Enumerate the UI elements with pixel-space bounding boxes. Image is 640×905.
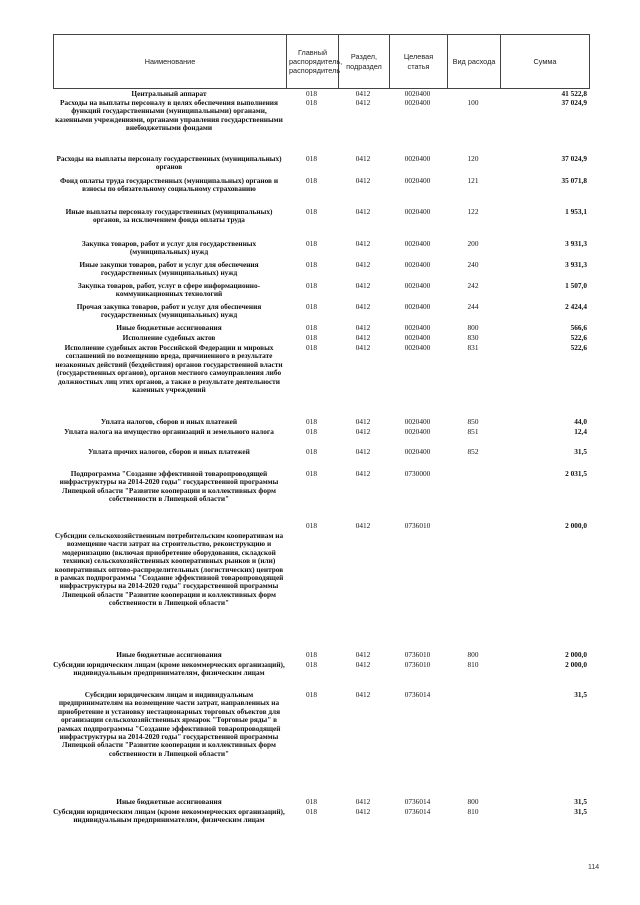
- row-target: 0020400: [404, 417, 431, 426]
- row-name: Исполнение судебных актов Российской Федерации и мировых соглашений по возмещению вреда, причиненного в результате незаконных действий (бездействия) органов государственной власти (государственных органов), органов местного самоуправления либо должностных лиц этих органов, а также в результате деятельности казенных учреждений: [55, 343, 283, 395]
- row-section: 0412: [355, 333, 371, 342]
- row-name: Расходы на выплаты персоналу в целях обеспечения выполнения функций государственными (муниципальными) органами, казенными учреждениями, органами управления государственными внебюджетными фондами: [55, 98, 283, 133]
- row-name: Иные бюджетные ассигнования: [116, 797, 222, 806]
- row-section: 0412: [355, 343, 371, 352]
- row-section: 0412: [355, 650, 371, 659]
- row-admin: 018: [306, 333, 317, 342]
- row-admin: 018: [306, 807, 317, 816]
- row-target: 0020400: [404, 154, 431, 163]
- row-admin: 018: [306, 89, 317, 98]
- row-expense: 850: [467, 417, 479, 426]
- row-target: 0020400: [404, 89, 431, 98]
- row-target: 0736014: [404, 690, 431, 699]
- row-sum: 522,6: [570, 343, 587, 352]
- row-target: 0020400: [404, 447, 431, 456]
- row-expense: 800: [467, 650, 479, 659]
- row-section: 0412: [355, 417, 371, 426]
- row-admin: 018: [306, 660, 317, 669]
- row-expense: 120: [467, 154, 479, 163]
- row-admin: 018: [306, 260, 317, 269]
- row-sum: 2 424,4: [565, 302, 587, 311]
- row-admin: 018: [306, 343, 317, 352]
- row-target: 0736014: [404, 797, 431, 806]
- row-target: 0736010: [404, 650, 431, 659]
- row-sum: 2 031,5: [565, 469, 587, 478]
- row-section: 0412: [355, 797, 371, 806]
- row-name: Закупка товаров, работ и услуг для государственных (муниципальных) нужд: [81, 239, 257, 257]
- row-expense: 100: [467, 98, 479, 107]
- row-section: 0412: [355, 207, 371, 216]
- row-target: 0736010: [404, 660, 431, 669]
- row-sum: 2 000,0: [565, 521, 587, 530]
- row-admin: 018: [306, 690, 317, 699]
- row-sum: 1 953,1: [565, 207, 587, 216]
- row-name: Фонд оплаты труда государственных (муниципальных) органов и взносы по обязательному социальному страхованию: [59, 176, 279, 194]
- row-section: 0412: [355, 323, 371, 332]
- row-expense: 200: [467, 239, 479, 248]
- row-expense: 831: [467, 343, 479, 352]
- row-expense: 810: [467, 807, 479, 816]
- row-sum: 35 071,8: [561, 176, 587, 185]
- row-sum: 31,5: [574, 797, 587, 806]
- row-expense: 830: [467, 333, 479, 342]
- row-sum: 2 000,0: [565, 660, 587, 669]
- row-admin: 018: [306, 207, 317, 216]
- row-admin: 018: [306, 417, 317, 426]
- header-target: Целевая статья: [390, 35, 448, 89]
- row-section: 0412: [355, 98, 371, 107]
- row-admin: 018: [306, 176, 317, 185]
- row-expense: 810: [467, 660, 479, 669]
- row-admin: 018: [306, 302, 317, 311]
- row-admin: 018: [306, 98, 317, 107]
- row-sum: 566,6: [570, 323, 587, 332]
- row-name: Субсидии юридическим лицам (кроме некоммерческих организаций), индивидуальным предпринимателям, физическим лицам: [53, 807, 285, 825]
- row-expense: 240: [467, 260, 479, 269]
- row-name: Расходы на выплаты персоналу государственных (муниципальных) органов: [56, 154, 282, 172]
- row-admin: 018: [306, 650, 317, 659]
- row-sum: 522,6: [570, 333, 587, 342]
- row-name: Иные закупки товаров, работ и услуг для обеспечения государственных (муниципальных) нужд: [79, 260, 259, 278]
- row-expense: 852: [467, 447, 479, 456]
- row-section: 0412: [355, 154, 371, 163]
- row-target: 0730000: [404, 469, 431, 478]
- row-admin: 018: [306, 281, 317, 290]
- row-admin: 018: [306, 447, 317, 456]
- row-name: Субсидии юридическим лицам и индивидуальным предпринимателям на возмещение части затрат, направленных на приобретение и установку нестационарных торговых объектов для организации сельскохозяйственных ярмарок "Торговые ряды" в рамках подпрограммы "Создание эффективной товаропроводящей инфраструктуры на 2014-2020 годы" государственной программы Липецкой области "Развитие кооперации и коллективных форм собственности в Липецкой области": [57, 690, 281, 758]
- row-target: 0736014: [404, 807, 431, 816]
- row-name: Субсидии сельскохозяйственным потребительским кооперативам на возмещение части затрат на строительство, реконструкцию и модернизацию (включая приобретение оборудования, складской техники) сельскохозяйственных кооперативных рынков и (или) кооперативных оптово-распределительных (логистических) центров в рамках подпрограммы "Создание эффективной товаропроводящей инфраструктуры на 2014-2020 годы" государственной программы Липецкой области "Развитие кооперации и коллективных форм собственности в Липецкой области": [54, 531, 284, 608]
- header-sum: Сумма: [501, 35, 590, 89]
- row-name: Уплата налогов, сборов и иных платежей: [100, 417, 238, 426]
- row-expense: 121: [467, 176, 479, 185]
- row-target: 0020400: [404, 281, 431, 290]
- row-expense: 851: [467, 427, 479, 436]
- row-section: 0412: [355, 281, 371, 290]
- row-name: Иные бюджетные ассигнования: [116, 323, 222, 332]
- row-admin: 018: [306, 469, 317, 478]
- row-sum: 31,5: [574, 690, 587, 699]
- row-target: 0020400: [404, 176, 431, 185]
- row-section: 0412: [355, 302, 371, 311]
- row-sum: 37 024,9: [561, 154, 587, 163]
- row-target: 0020400: [404, 260, 431, 269]
- row-section: 0412: [355, 469, 371, 478]
- row-name: Уплата прочих налогов, сборов и иных платежей: [88, 447, 250, 456]
- page-number: 114: [588, 864, 600, 871]
- row-admin: 018: [306, 154, 317, 163]
- row-sum: 31,5: [574, 447, 587, 456]
- row-expense: 800: [467, 323, 479, 332]
- row-sum: 1 507,0: [565, 281, 587, 290]
- row-section: 0412: [355, 427, 371, 436]
- row-sum: 12,4: [574, 427, 587, 436]
- row-target: 0020400: [404, 343, 431, 352]
- row-section: 0412: [355, 807, 371, 816]
- header-admin: Главный распорядитель, распорядитель: [287, 35, 339, 89]
- row-section: 0412: [355, 660, 371, 669]
- row-expense: 244: [467, 302, 479, 311]
- row-target: 0020400: [404, 239, 431, 248]
- row-sum: 3 931,3: [565, 260, 587, 269]
- row-sum: 2 000,0: [565, 650, 587, 659]
- header-expense: Вид расхода: [448, 35, 501, 89]
- row-name: Подпрограмма "Создание эффективной товаропроводящей инфраструктуры на 2014-2020 годы" государственной программы Липецкой области "Развитие кооперации и коллективных форм собственности в Липецкой области": [59, 469, 279, 504]
- row-section: 0412: [355, 239, 371, 248]
- table-header: [53, 34, 590, 89]
- row-admin: 018: [306, 323, 317, 332]
- row-section: 0412: [355, 521, 371, 530]
- row-section: 0412: [355, 260, 371, 269]
- row-admin: 018: [306, 427, 317, 436]
- row-target: 0020400: [404, 207, 431, 216]
- row-sum: 41 522,8: [561, 89, 587, 98]
- row-admin: 018: [306, 797, 317, 806]
- row-admin: 018: [306, 239, 317, 248]
- row-name: Центральный аппарат: [131, 89, 207, 98]
- row-section: 0412: [355, 89, 371, 98]
- row-expense: 800: [467, 797, 479, 806]
- row-name: Субсидии юридическим лицам (кроме некоммерческих организаций), индивидуальным предпринимателям, физическим лицам: [53, 660, 285, 678]
- row-section: 0412: [355, 690, 371, 699]
- row-name: Иные бюджетные ассигнования: [116, 650, 222, 659]
- row-name: Уплата налога на имущество организаций и земельного налога: [64, 427, 274, 436]
- row-admin: 018: [306, 521, 317, 530]
- row-sum: 31,5: [574, 807, 587, 816]
- row-name: Исполнение судебных актов: [122, 333, 216, 342]
- row-section: 0412: [355, 176, 371, 185]
- row-name: Прочая закупка товаров, работ и услуг для обеспечения государственных (муниципальных) нужд: [76, 302, 262, 320]
- row-section: 0412: [355, 447, 371, 456]
- row-sum: 37 024,9: [561, 98, 587, 107]
- row-sum: 3 931,3: [565, 239, 587, 248]
- row-target: 0736010: [404, 521, 431, 530]
- row-name: Закупка товаров, работ, услуг в сфере информационно-коммуникационных технологий: [77, 281, 261, 299]
- row-name: Иные выплаты персоналу государственных (муниципальных) органов, за исключением фонда оплаты труда: [65, 207, 273, 225]
- row-target: 0020400: [404, 333, 431, 342]
- row-expense: 242: [467, 281, 479, 290]
- row-target: 0020400: [404, 323, 431, 332]
- row-sum: 44,0: [574, 417, 587, 426]
- header-section: Раздел, подраздел: [339, 35, 390, 89]
- row-target: 0020400: [404, 98, 431, 107]
- row-target: 0020400: [404, 427, 431, 436]
- row-target: 0020400: [404, 302, 431, 311]
- row-expense: 122: [467, 207, 479, 216]
- header-name: Наименование: [54, 35, 287, 89]
